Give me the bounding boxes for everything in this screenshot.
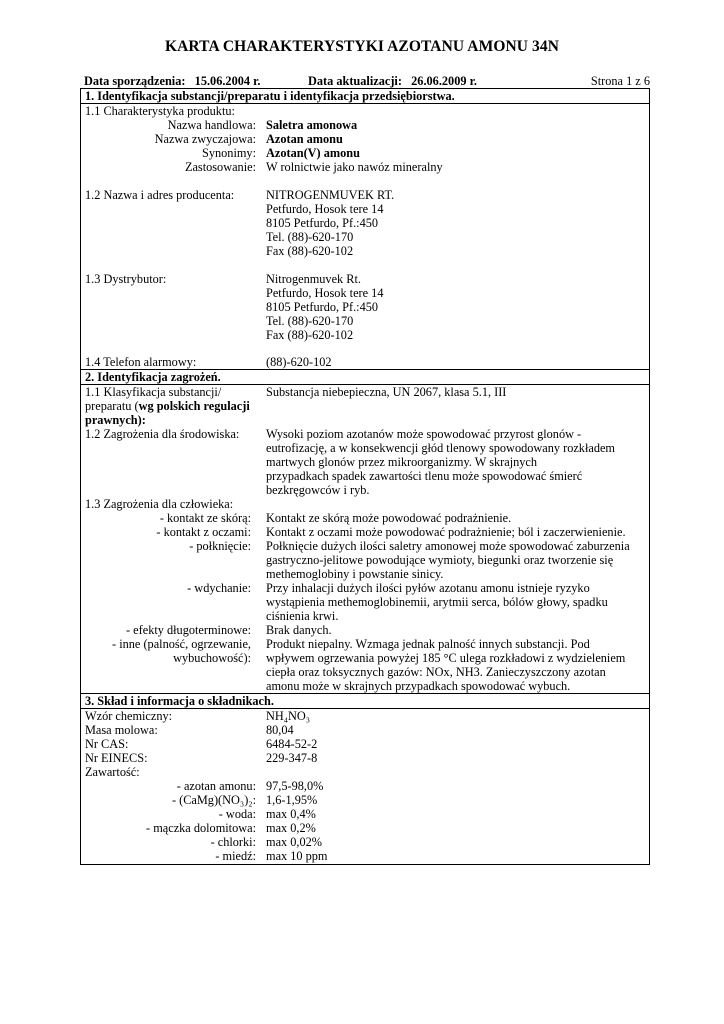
inhalation-line: Przy inhalacji dużych ilości pyłów azotanu amonu istnieje ryzyko	[266, 581, 590, 595]
environment-line: martwych glonów przez mikroorganizmy. W skrajnych	[266, 455, 538, 469]
other-hazards-line: wpływem ogrzewania powyżej 185 °C ulega rozkładowi z wydzieleniem	[266, 651, 626, 665]
page-number: Strona 1 z 6	[590, 74, 650, 88]
alarm-phone-value: (88)-620-102	[266, 355, 332, 369]
common-name-label: Nazwa zwyczajowa:	[154, 132, 256, 146]
component-label: - chlorki:	[210, 835, 256, 849]
distributor-line: Tel. (88)-620-170	[266, 314, 354, 328]
content-label: Zawartość:	[85, 765, 140, 779]
distributor-line: Nitrogenmuvek Rt.	[266, 272, 361, 286]
skin-contact-label: - kontakt ze skórą:	[159, 511, 251, 525]
usage-label: Zastosowanie:	[184, 160, 256, 174]
producer-line: Fax (88)-620-102	[266, 244, 354, 258]
component-label: - (CaMg)(NO₃)₂:	[171, 793, 256, 807]
usage-value: W rolnictwie jako nawóz mineralny	[266, 160, 443, 174]
swallowing-line: methemoglobiny i powstanie sinicy.	[266, 567, 444, 581]
swallowing-line: gastryczno-jelitowe powodujące wymioty, biegunki oraz tworzenie się	[266, 553, 614, 567]
distributor-line: Petfurdo, Hosok tere 14	[266, 286, 384, 300]
eye-contact-value: Kontakt z oczami może powodować podrażnienie; ból i zaczerwienienie.	[266, 525, 626, 539]
swallowing-label: - połknięcie:	[189, 539, 251, 553]
updated-date	[308, 74, 477, 88]
producer-line: Petfurdo, Hosok tere 14	[266, 202, 384, 216]
component-label: - azotan amonu:	[176, 779, 256, 793]
created-date	[84, 74, 261, 88]
component-value: max 0,02%	[266, 835, 323, 849]
product-characteristics-label: 1.1 Charakterystyka produktu:	[85, 104, 235, 118]
cas-label: Nr CAS:	[85, 737, 129, 751]
classification-label-part: preparatu (	[85, 399, 139, 413]
section-3	[80, 693, 650, 865]
einecs-label: Nr EINECS:	[85, 751, 148, 765]
inhalation-line: ciśnienia krwi.	[266, 609, 339, 623]
molar-mass-value: 80,04	[266, 723, 294, 737]
component-value: max 0,2%	[266, 821, 316, 835]
other-hazards-label-cont: wybuchowość):	[173, 651, 251, 665]
long-term-effects-label: - efekty długoterminowe:	[126, 623, 251, 637]
component-label: - woda:	[218, 807, 256, 821]
environment-line: Wysoki poziom azotanów może spowodować przyrost glonów -	[266, 427, 582, 441]
other-hazards-line: amonu może w skrajnych przypadkach spowodować wybuch.	[266, 679, 571, 693]
created-label: Data sporządzenia:	[84, 74, 186, 88]
environment-hazards-label: 1.2 Zagrożenia dla środowiska:	[85, 427, 240, 441]
classification-label-cont	[85, 399, 250, 413]
other-hazards-line: Produkt niepalny. Wzmaga jednak palność innych substancji. Pod	[266, 637, 590, 651]
human-hazards-label: 1.3 Zagrożenia dla człowieka:	[85, 497, 234, 511]
section-2-heading: 2. Identyfikacja zagrożeń.	[85, 370, 221, 384]
inhalation-line: wystąpienia methemoglobinemii, arytmii serca, bólów głowy, spadku	[266, 595, 608, 609]
synonyms-value: Azotan(V) amonu	[266, 146, 360, 160]
alarm-phone-label: 1.4 Telefon alarmowy:	[85, 355, 197, 369]
producer-line: NITROGENMUVEK RT.	[266, 188, 395, 202]
component-value: 97,5-98,0%	[266, 779, 324, 793]
component-label: - mączka dolomitowa:	[146, 821, 256, 835]
producer-label: 1.2 Nazwa i adres producenta:	[85, 188, 235, 202]
long-term-effects-value: Brak danych.	[266, 623, 332, 637]
created-value: 15.06.2004 r.	[194, 74, 261, 88]
section-2	[80, 369, 650, 694]
classification-label-bold: wg polskich regulacji	[138, 399, 250, 413]
updated-label: Data aktualizacji:	[308, 74, 402, 88]
distributor-line: 8105 Petfurdo, Pf.:450	[266, 300, 379, 314]
other-hazards-label: - inne (palność, ogrzewanie,	[112, 637, 251, 651]
document-title: KARTA CHARAKTERYSTYKI AZOTANU AMONU 34N	[164, 38, 560, 55]
classification-label-end: prawnych):	[85, 413, 146, 427]
cas-value: 6484-52-2	[266, 737, 318, 751]
chemical-formula-value: NH₄NO₃	[266, 709, 311, 723]
section-3-heading: 3. Skład i informacja o składnikach.	[85, 694, 274, 708]
producer-line: 8105 Petfurdo, Pf.:450	[266, 216, 379, 230]
trade-name-value: Saletra amonowa	[266, 118, 358, 132]
environment-line: bezkręgowców i ryb.	[266, 483, 370, 497]
component-value: max 0,4%	[266, 807, 316, 821]
section-1-heading: 1. Identyfikacja substancji/preparatu i identyfikacja przedsiębiorstwa.	[85, 89, 455, 103]
component-label: - miedź:	[215, 849, 256, 863]
trade-name-label: Nazwa handlowa:	[167, 118, 256, 132]
component-value: 1,6-1,95%	[266, 793, 318, 807]
molar-mass-label: Masa molowa:	[85, 723, 158, 737]
environment-line: eutrofizację, a w konsekwencji głód tlenowy spowodowany rozkładem	[266, 441, 615, 455]
producer-line: Tel. (88)-620-170	[266, 230, 354, 244]
common-name-value: Azotan amonu	[266, 132, 343, 146]
synonyms-label: Synonimy:	[202, 146, 256, 160]
component-value: max 10 ppm	[266, 849, 328, 863]
skin-contact-value: Kontakt ze skórą może powodować podrażnienie.	[266, 511, 512, 525]
eye-contact-label: - kontakt z oczami:	[156, 525, 251, 539]
swallowing-line: Połknięcie dużych ilości saletry amonowej może spowodować zaburzenia	[266, 539, 630, 553]
section-1	[80, 88, 650, 370]
einecs-value: 229-347-8	[266, 751, 318, 765]
distributor-line: Fax (88)-620-102	[266, 328, 354, 342]
chemical-formula-label: Wzór chemiczny:	[85, 709, 173, 723]
updated-value: 26.06.2009 r.	[411, 74, 477, 88]
classification-value: Substancja niebepieczna, UN 2067, klasa 5.1, III	[266, 385, 507, 399]
other-hazards-line: ciepła oraz toksycznych gazów: NOx, NH3. Zanieczyszczony azotan	[266, 665, 606, 679]
distributor-label: 1.3 Dystrybutor:	[85, 272, 167, 286]
environment-line: przypadkach spadek zawartości tlenu może spowodować śmierć	[266, 469, 583, 483]
classification-label: 1.1 Klasyfikacja substancji/	[85, 385, 222, 399]
inhalation-label: - wdychanie:	[187, 581, 251, 595]
